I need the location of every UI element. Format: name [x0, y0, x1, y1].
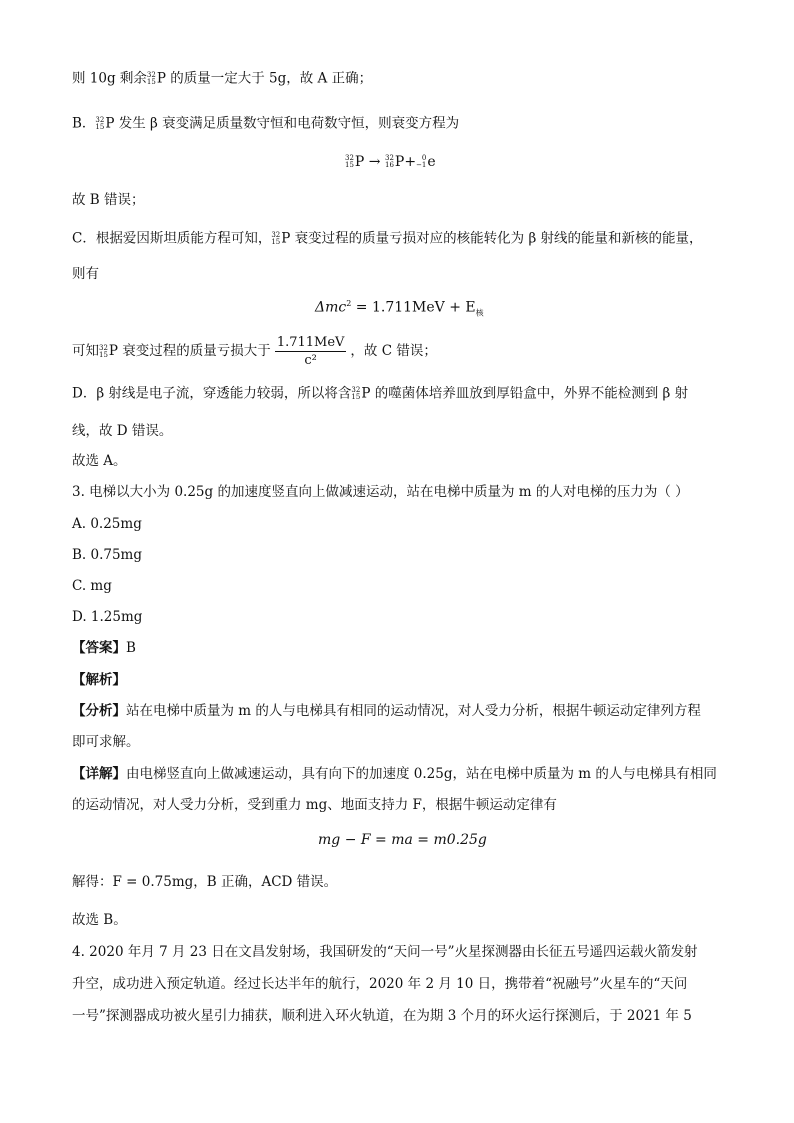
choose-line: 故选 B。 — [72, 912, 127, 928]
question-4-line2: 升空，成功进入预定轨道。经过长达半年的航行，2020 年 2 月 10 日，携带着“祝融号”火星车的“天问 — [72, 976, 688, 992]
newton-equation: mg − F = ma = m0.25g — [318, 832, 487, 848]
xiangjie-line1: 【详解】由电梯竖直向上做减速运动，具有向下的加速度 0.25g，站在电梯中质量为 m 的人与电梯具有相同 — [72, 766, 717, 782]
line-p4: C．根据爱因斯坦质能方程可知， 32 15 P 衰变过程的质量亏损对应的核能转化为 β 射线的能量和新核的能量， — [72, 230, 703, 247]
line-p5: 则有 — [72, 266, 99, 282]
solve-line: 解得：F = 0.75mg，B 正确，ACD 错误。 — [72, 874, 338, 890]
line-p6: 可知 32 15 P 衰变过程的质量亏损大于 $\frac{\text{1.711MeV}}{\text{c²}}$ ，故 C 错误； — [72, 335, 437, 368]
option-c: C. mg — [72, 578, 112, 594]
analysis-tag: 【解析】 — [72, 672, 126, 688]
fenxi-line2: 即可求解。 — [72, 734, 140, 750]
isotope: 32 15 — [99, 343, 108, 359]
line-p3: 故 B 错误； — [72, 192, 145, 208]
line-p7: D．β 射线是电子流，穿透能力较弱，所以将含 32 15 P 的噬菌体培养皿放到厚铅盒中，外界不能检测到 β 射 — [72, 385, 689, 402]
xiangjie-line2: 的运动情况，对人受力分析，受到重力 mg、地面支持力 F，根据牛顿运动定律有 — [72, 797, 557, 813]
line-p9: 故选 A。 — [72, 453, 127, 469]
fenxi-line1: 【分析】站在电梯中质量为 m 的人与电梯具有相同的运动情况，对人受力分析，根据牛顿运动定律列方程 — [72, 703, 701, 719]
question-4-line1: 4. 2020 年月 7 月 23 日在文昌发射场，我国研发的“天问一号”火星探测器由长征五号遥四运载火箭发射 — [72, 944, 698, 960]
line-p1: 则 10g 剩余 32 15 P 的质量一定大于 5g，故 A 正确； — [72, 70, 373, 87]
isotope: 32 15 — [271, 231, 281, 246]
option-d: D. 1.25mg — [72, 609, 143, 625]
isotope: 32 15 — [146, 71, 156, 86]
mass-energy-equation: $\Delta mc^2 = 1.711MeV + E_核$ — [315, 299, 484, 318]
question-4-line3: 一号”探测器成功被火星引力捕获，顺利进入环火轨道，在为期 3 个月的环火运行探测后，于 2021 年 5 — [72, 1008, 692, 1024]
isotope: 32 15 — [351, 386, 361, 401]
line-p8: 线，故 D 错误。 — [72, 423, 173, 439]
line-p2: B． 32 15 P 发生 β 衰变满足质量数守恒和电荷数守恒，则衰变方程为 — [72, 115, 460, 132]
fraction: $\frac{\text{1.711MeV}}{\text{c²}}$ — [276, 335, 345, 368]
option-b: B. 0.75mg — [72, 547, 143, 563]
isotope: 32 15 — [95, 116, 105, 131]
answer-line: 【答案】B — [72, 640, 136, 656]
decay-equation: 32 15 P → 32 16 P+ 0 −1 e — [345, 154, 436, 170]
option-a: A. 0.25mg — [72, 516, 142, 532]
question-3: 3. 电梯以大小为 0.25g 的加速度竖直向上做减速运动，站在电梯中质量为 m 的人对电梯的压力为（ ） — [72, 484, 689, 500]
